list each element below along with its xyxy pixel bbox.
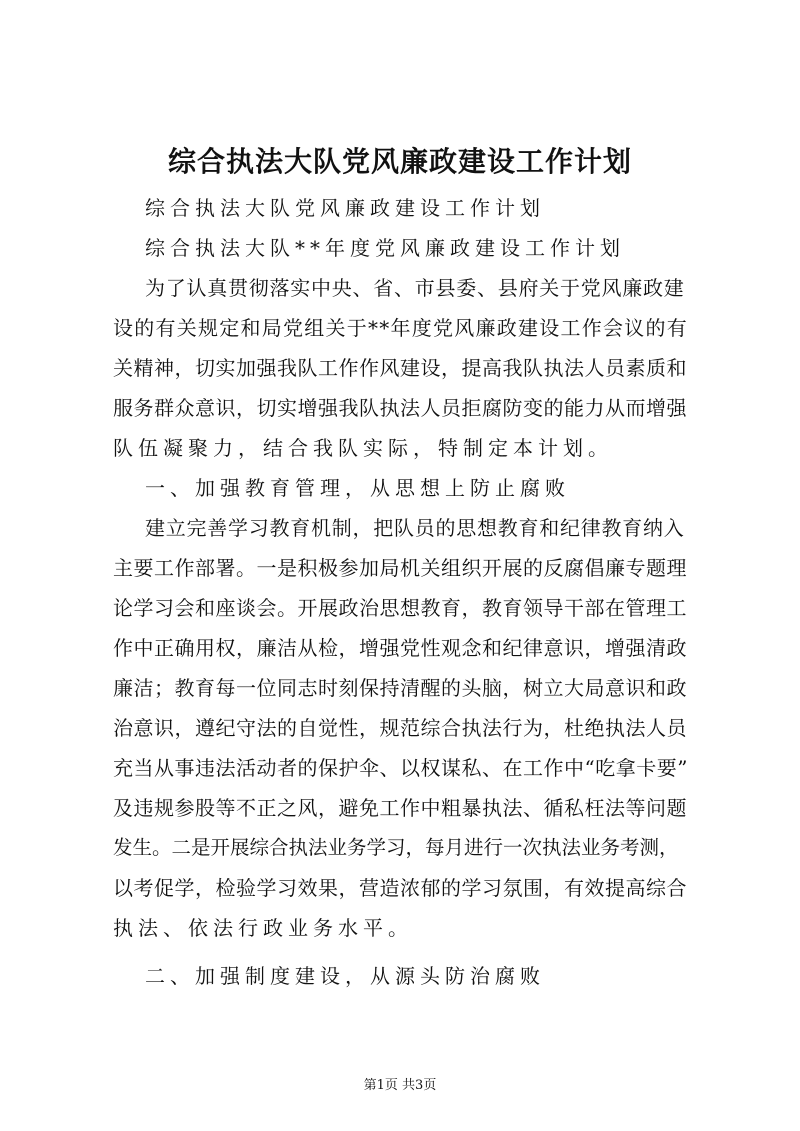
text-line: 治意识，遵纪守法的自觉性，规范综合执法行为，杜绝执法人员 xyxy=(113,716,687,740)
text-line: 为了认真贯彻落实中央、省、市县委、县府关于党风廉政建 xyxy=(145,276,685,300)
text-line: 作中正确用权，廉洁从检，增强党性观念和纪律意识，增强清政 xyxy=(113,636,687,660)
page-number: 第1页 共3页 xyxy=(363,1078,437,1093)
text-line: 主要工作部署。一是积极参加局机关组织开展的反腐倡廉专题理 xyxy=(113,556,687,580)
text-line: 以考促学，检验学习效果，营造浓郁的学习氛围，有效提高综合 xyxy=(113,876,687,900)
section-heading: 一、加强教育管理，从思想上防止腐败 xyxy=(145,476,570,500)
text-line: 论学习会和座谈会。开展政治思想教育，教育领导干部在管理工 xyxy=(113,596,687,620)
text-line: 充当从事违法活动者的保护伞、以权谋私、在工作中“吃拿卡要” xyxy=(113,756,688,780)
text-line: 关精神，切实加强我队工作作风建设，提高我队执法人员素质和 xyxy=(113,356,687,380)
text-line: 发生。二是开展综合执法业务学习，每月进行一次执法业务考测， xyxy=(113,836,679,859)
document-title: 综合执法大队党风廉政建设工作计划 xyxy=(167,145,632,178)
subtitle: 综合执法大队党风廉政建设工作计划 xyxy=(145,196,545,220)
section-heading: 二、加强制度建设，从源头防治腐败 xyxy=(145,964,545,988)
text-line: 建立完善学习教育机制，把队员的思想教育和纪律教育纳入 xyxy=(145,516,685,540)
text-line: 设的有关规定和局党组关于**年度党风廉政建设工作会议的有 xyxy=(113,316,688,340)
text-line: 队伍凝聚力，结合我队实际，特制定本计划。 xyxy=(113,436,613,460)
text-line: 廉洁；教育每一位同志时刻保持清醒的头脑，树立大局意识和政 xyxy=(113,676,687,700)
subtitle: 综合执法大队**年度党风廉政建设工作计划 xyxy=(145,236,625,260)
text-line: 服务群众意识，切实增强我队执法人员拒腐防变的能力从而增强 xyxy=(113,396,687,420)
text-line: 执法、依法行政业务水平。 xyxy=(113,916,413,940)
text-line: 及违规参股等不正之风，避免工作中粗暴执法、循私枉法等问题 xyxy=(113,796,687,820)
